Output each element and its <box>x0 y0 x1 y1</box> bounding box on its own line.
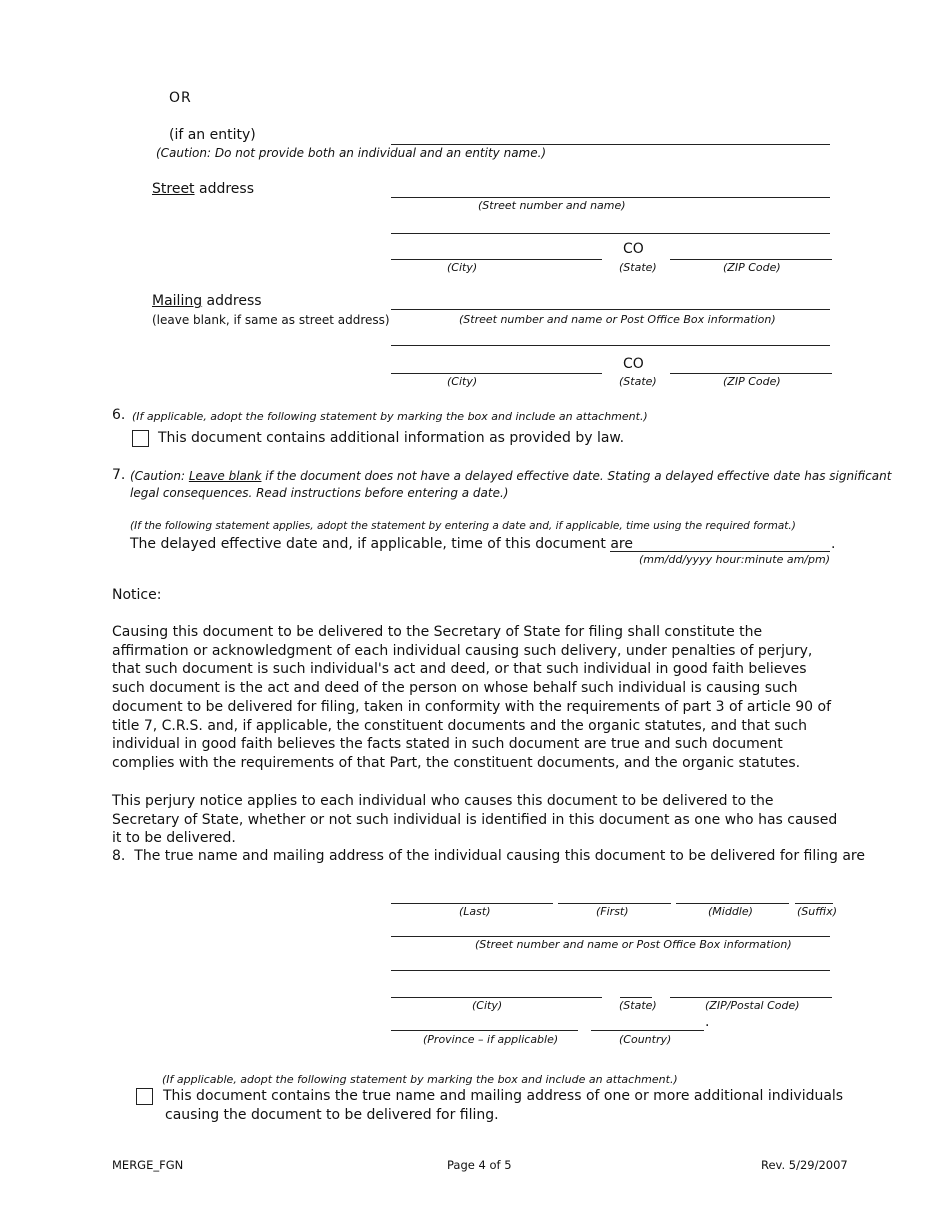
footer-form-id: MERGE_FGN <box>112 1158 184 1172</box>
street-city-field[interactable] <box>391 259 602 260</box>
entity-caution: (Caution: Do not provide both an individual and an entity name.) <box>156 146 547 160</box>
street-address-label: Street address <box>152 181 254 197</box>
individual-province-field[interactable] <box>391 1030 578 1031</box>
footer-page-number: Page 4 of 5 <box>447 1158 512 1172</box>
delayed-effective-date-field[interactable] <box>610 551 830 552</box>
entity-label: (if an entity) <box>169 127 256 143</box>
country-caption: (Country) <box>619 1033 672 1046</box>
item7-caution-line1: (Caution: Leave blank if the document does not have a delayed effective date. Stating a delayed effective date has significant <box>130 469 892 483</box>
individual-street-line2-field[interactable] <box>391 970 830 971</box>
mailing-city-caption: (City) <box>447 375 478 388</box>
mailing-zip-field[interactable] <box>670 373 832 374</box>
individual-street-field[interactable] <box>391 936 830 937</box>
item8-checkbox[interactable] <box>136 1088 153 1105</box>
street-state-caption: (State) <box>619 261 657 274</box>
individual-zip-caption: (ZIP/Postal Code) <box>705 999 800 1012</box>
notice-paragraph-2: This perjury notice applies to each individual who causes this document to be delivered to the Secretary of State, whether or not such individual is identified in this document as one who has caused it to be delivered. <box>112 793 838 847</box>
mailing-city-field[interactable] <box>391 373 602 374</box>
item7-statement: The delayed effective date and, if applicable, time of this document are <box>130 536 633 552</box>
individual-city-caption: (City) <box>472 999 503 1012</box>
item6-number: 6. <box>112 407 126 423</box>
first-caption: (First) <box>596 905 629 918</box>
mailing-address-line2-field[interactable] <box>391 345 830 346</box>
individual-last-name-field[interactable] <box>391 903 553 904</box>
individual-city-field[interactable] <box>391 997 602 998</box>
street-zip-field[interactable] <box>670 259 832 260</box>
individual-zip-field[interactable] <box>670 997 832 998</box>
notice-heading: Notice: <box>112 587 162 603</box>
item7-caution-line2: legal consequences. Read instructions before entering a date.) <box>130 486 509 500</box>
country-period: . <box>705 1014 710 1030</box>
individual-first-name-field[interactable] <box>558 903 671 904</box>
mailing-state-caption: (State) <box>619 375 657 388</box>
individual-middle-name-field[interactable] <box>676 903 789 904</box>
street-city-caption: (City) <box>447 261 478 274</box>
item7-format-caption: (mm/dd/yyyy hour:minute am/pm) <box>639 553 830 566</box>
suffix-caption: (Suffix) <box>797 905 838 918</box>
street-zip-caption: (ZIP Code) <box>723 261 781 274</box>
item8-instruction: (If applicable, adopt the following statement by marking the box and include an attachment.) <box>162 1073 678 1086</box>
mailing-state-value: CO <box>623 356 644 372</box>
entity-name-field[interactable] <box>391 144 830 145</box>
mailing-address-label: Mailing address <box>152 293 262 309</box>
or-label: OR <box>169 90 192 106</box>
item7-instruction: (If the following statement applies, adopt the statement by entering a date and, if applicable, time using the required format.) <box>130 520 796 532</box>
last-caption: (Last) <box>459 905 491 918</box>
street-number-caption: (Street number and name) <box>478 199 626 212</box>
item8-statement: 8. The true name and mailing address of the individual causing this document to be delivered for filing are <box>112 848 865 864</box>
individual-suffix-field[interactable] <box>795 903 833 904</box>
individual-street-caption: (Street number and name or Post Office Box information) <box>475 938 792 951</box>
item6-checkbox[interactable] <box>132 430 149 447</box>
item8-additional-statement-line1: This document contains the true name and mailing address of one or more additional individuals <box>163 1088 844 1104</box>
mailing-address-sublabel: (leave blank, if same as street address) <box>152 313 390 327</box>
street-state-value: CO <box>623 241 644 257</box>
individual-state-caption: (State) <box>619 999 657 1012</box>
mailing-address-line1-field[interactable] <box>391 309 830 310</box>
item8-additional-statement-line2: causing the document to be delivered for filing. <box>165 1107 499 1123</box>
footer-revision: Rev. 5/29/2007 <box>761 1158 848 1172</box>
mailing-street-caption: (Street number and name or Post Office Box information) <box>459 313 776 326</box>
mailing-zip-caption: (ZIP Code) <box>723 375 781 388</box>
street-address-line2-field[interactable] <box>391 233 830 234</box>
item7-period: . <box>831 536 836 552</box>
individual-country-field[interactable] <box>591 1030 704 1031</box>
item7-number: 7. <box>112 467 126 483</box>
individual-state-field[interactable] <box>620 997 652 998</box>
item6-instruction: (If applicable, adopt the following statement by marking the box and include an attachment.) <box>132 410 648 423</box>
street-address-line1-field[interactable] <box>391 197 830 198</box>
middle-caption: (Middle) <box>708 905 753 918</box>
notice-paragraph-1: Causing this document to be delivered to the Secretary of State for filing shall constitute the affirmation or acknowledgment of each individual causing such delivery, under penalties of perjury, that such document is such individual's act and deed, or that such individual in good faith believes such document is the act and deed of the person on whose behalf such individual is causing such document to be delivered for filing, taken in conformity with the requirements of part 3 of article 90 of title 7, C.R.S. and, if applicable, the constituent documents and the organic statutes, and that such individual in good faith believes the facts stated in such document are true and such document complies with the requirements of that Part, the constituent documents, and the organic statutes. <box>112 624 832 771</box>
item6-statement: This document contains additional information as provided by law. <box>158 430 625 446</box>
province-caption: (Province – if applicable) <box>423 1033 559 1046</box>
